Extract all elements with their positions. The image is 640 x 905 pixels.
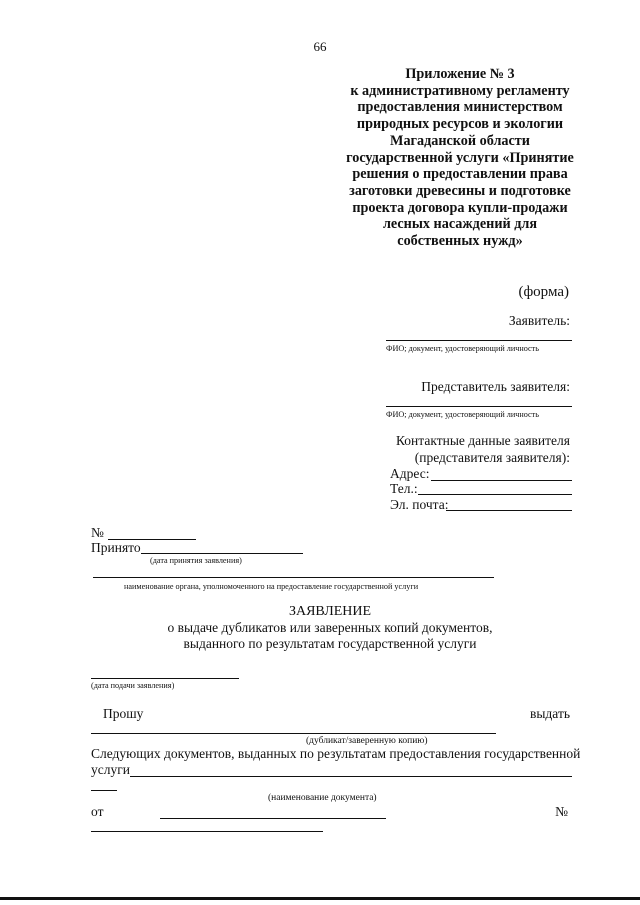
statement-subtitle-1: о выдаче дубликатов или заверенных копий документов,	[167, 620, 493, 635]
representative-line[interactable]	[386, 406, 572, 407]
phone-label: Тел.:	[390, 481, 418, 496]
document-name-caption: (наименование документа)	[268, 793, 377, 803]
applicant-line[interactable]	[386, 340, 572, 341]
services-line[interactable]	[130, 776, 572, 777]
appendix-line: природных ресурсов и экологии	[356, 116, 564, 133]
services-line-continued[interactable]	[91, 790, 117, 791]
page-number: 66	[313, 39, 327, 54]
from-label: от	[91, 804, 104, 819]
accepted-label: Принято	[91, 540, 141, 555]
number-line[interactable]	[91, 831, 323, 832]
duplicate-caption: (дубликат/заверенную копию)	[306, 736, 428, 746]
applicant-caption: ФИО; документ, удостоверяющий личность	[386, 344, 539, 353]
duplicate-line[interactable]	[91, 733, 496, 734]
appendix-line: собственных нужд»	[397, 233, 523, 250]
authority-caption: наименование органа, уполномоченного на предоставление государственной услуги	[124, 582, 419, 591]
representative-caption: ФИО; документ, удостоверяющий личность	[386, 410, 539, 419]
email-label: Эл. почта:	[390, 497, 449, 512]
contacts-subtitle: (представителя заявителя):	[414, 450, 570, 465]
from-line[interactable]	[160, 818, 386, 819]
reg-number-label: №	[91, 525, 104, 540]
appendix-line: заготовки древесины и подготовке	[349, 182, 571, 199]
appendix-line: к административному регламенту	[350, 82, 570, 99]
filing-date-caption: (дата подачи заявления)	[91, 681, 175, 690]
statement-title: ЗАЯВЛЕНИЕ	[288, 604, 372, 619]
accepted-caption: (дата принятия заявления)	[150, 556, 242, 565]
accepted-line[interactable]	[141, 553, 303, 554]
appendix-line: лесных насаждений для	[382, 216, 538, 233]
appendix-header	[300, 66, 620, 250]
contacts-title: Контактные данные заявителя	[395, 433, 570, 448]
appendix-line: проекта договора купли-продажи	[352, 199, 568, 216]
filing-date-line[interactable]	[91, 678, 239, 679]
address-line[interactable]	[431, 480, 572, 481]
appendix-line: Магаданской области	[390, 132, 530, 149]
request-prosh: Прошу	[103, 706, 144, 721]
request-vydat: выдать	[529, 706, 570, 721]
authority-line[interactable]	[93, 577, 494, 578]
appendix-line: предоставления министерством	[357, 99, 563, 116]
statement-subtitle-2: выданного по результатам государственной услуги	[183, 636, 477, 651]
page-bottom-border	[0, 897, 640, 900]
appendix-line: решения о предоставлении права	[352, 166, 568, 183]
appendix-line: Приложение № 3	[405, 66, 515, 82]
address-label: Адрес:	[390, 466, 430, 481]
appendix-line: государственной услуги «Принятие	[346, 149, 574, 166]
form-label: (форма)	[518, 284, 569, 300]
email-line[interactable]	[446, 510, 572, 511]
following-line-1: Следующих документов, выданных по результатам предоставления государственной	[91, 746, 581, 761]
phone-line[interactable]	[418, 494, 572, 495]
applicant-label: Заявитель:	[508, 313, 570, 328]
representative-label: Представитель заявителя:	[421, 379, 570, 394]
following-line-2: услуги	[91, 762, 130, 777]
number-label: №	[555, 804, 568, 819]
